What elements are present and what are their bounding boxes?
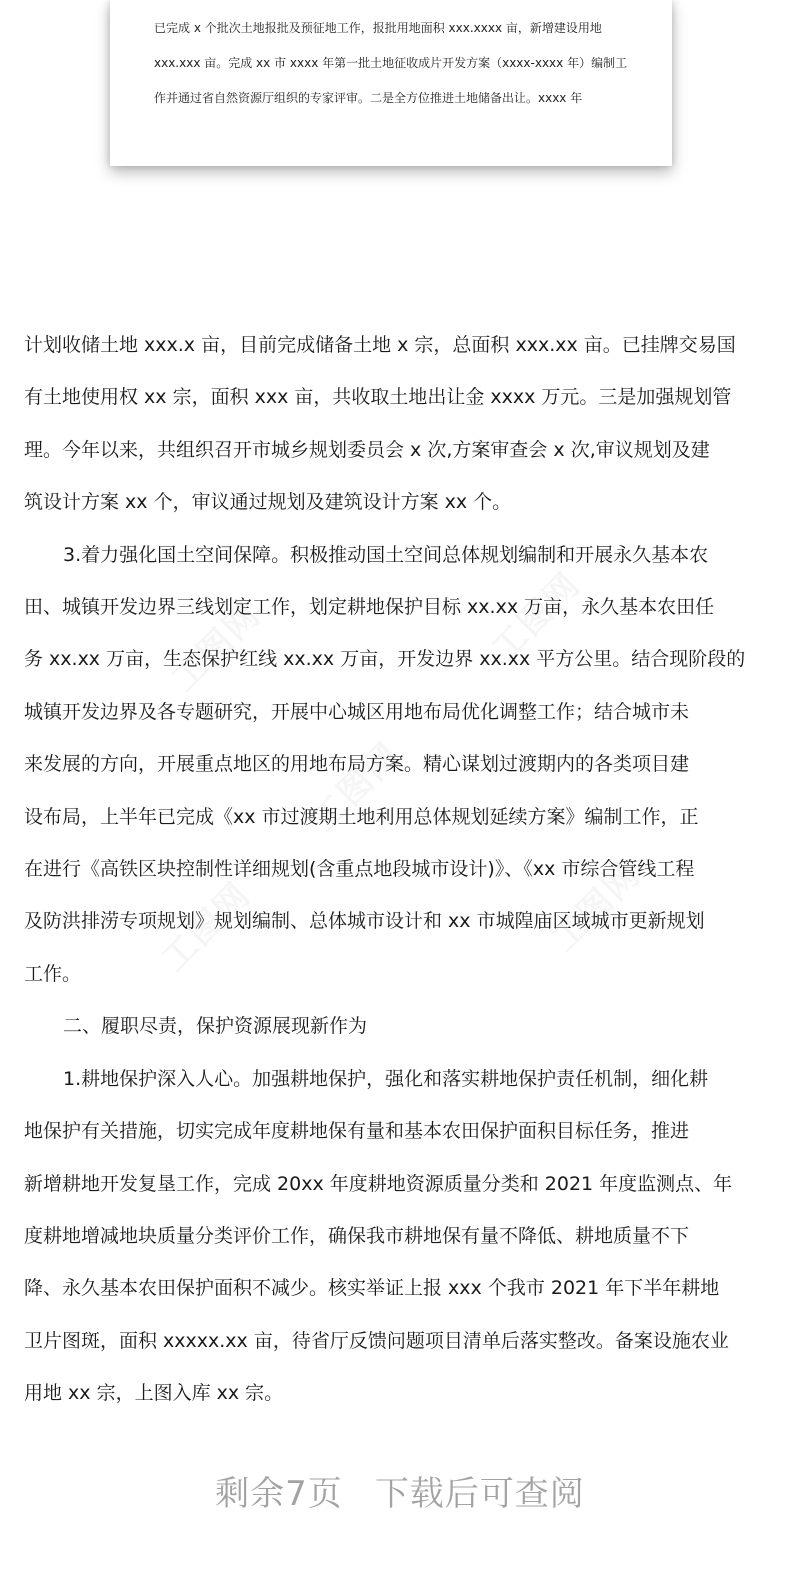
body-line: 1.耕地保护深入人心。加强耕地保护，强化和落实耕地保护责任机制，细化耕: [63, 1067, 709, 1090]
body-line: 筑设计方案 xx 个，审议通过规划及建筑设计方案 xx 个。: [24, 491, 512, 514]
section-heading: 二、履职尽责，保护资源展现新作为: [63, 1015, 368, 1038]
remaining-pages-label: 剩余7页: [215, 1474, 343, 1514]
body-line: 地保护有关措施，切实完成年度耕地保有量和基本农田保护面积目标任务，推进: [24, 1120, 690, 1143]
download-hint-label: 下载后可查阅: [374, 1474, 585, 1514]
body-line: 田、城镇开发边界三线划定工作，划定耕地保护目标 xx.xx 万亩，永久基本农田任: [24, 596, 715, 619]
preview-line: xxx.xxx 亩。完成 xx 市 xxxx 年第一批土地征收成片开发方案（xxxx-xxxx 年）编制工: [154, 56, 628, 70]
preview-line: 已完成 x 个批次土地报批及预征地工作，报批用地面积 xxx.xxxx 亩，新增建设用地: [154, 21, 602, 35]
body-line: 务 xx.xx 万亩，生态保护红线 xx.xx 万亩，开发边界 xx.xx 平方公里。结合现阶段的: [24, 648, 746, 671]
preview-line: 作并通过省自然资源厅组织的专家评审。二是全方位推进土地储备出让。xxxx 年: [154, 91, 583, 105]
body-line: 设布局，上半年已完成《xx 市过渡期土地利用总体规划延续方案》编制工作，正: [24, 805, 699, 828]
body-line: 新增耕地开发复垦工作，完成 20xx 年度耕地资源质量分类和 2021 年度监测点、年: [24, 1172, 733, 1195]
body-line: 城镇开发边界及各专题研究，开展中心城区用地布局优化调整工作；结合城市未: [24, 700, 690, 723]
body-line: 用地 xx 宗，上图入库 xx 宗。: [24, 1382, 284, 1405]
body-line: 计划收储土地 xxx.x 亩，目前完成储备土地 x 宗，总面积 xxx.xx 亩。已挂牌交易国: [24, 334, 736, 356]
watermark: 工图网: [484, 564, 589, 670]
preview-text-block: [154, 11, 634, 116]
watermark: 工图网: [154, 874, 259, 980]
body-line: 及防洪排涝专项规划》规划编制、总体城市设计和 xx 市城隍庙区域城市更新规划: [24, 910, 705, 933]
body-line: 有土地使用权 xx 宗，面积 xxx 亩，共收取土地出让金 xxxx 万元。三是加强规划管: [24, 386, 732, 409]
preview-page-card: [110, 0, 672, 166]
remaining-pages-notice[interactable]: [0, 1466, 800, 1515]
document-body: [24, 319, 769, 1420]
body-line: 工作。: [24, 962, 82, 985]
body-line: 度耕地增减地块质量分类评价工作，确保我市耕地保有量不降低、耕地质量不下: [24, 1224, 690, 1247]
body-line: 理。今年以来，共组织召开市城乡规划委员会 x 次,方案审查会 x 次,审议规划及建: [24, 438, 710, 461]
body-line: 3.着力强化国土空间保障。积极推动国土空间总体规划编制和开展永久基本农: [63, 543, 709, 566]
body-line: 卫片图斑，面积 xxxxx.xx 亩，待省厅反馈问题项目清单后落实整改。备案设施农业: [24, 1329, 729, 1352]
watermark: 工图网: [164, 594, 269, 700]
body-line: 降、永久基本农田保护面积不减少。核实举证上报 xxx 个我市 2021 年下半年耕地: [24, 1277, 720, 1300]
watermark: 工图网: [544, 854, 649, 960]
watermark: 工图网: [304, 734, 409, 840]
body-line: 在进行《高铁区块控制性详细规划(含重点地段城市设计)》、《xx 市综合管线工程: [24, 858, 695, 881]
body-line: 来发展的方向，开展重点地区的用地布局方案。精心谋划过渡期内的各类项目建: [24, 753, 690, 776]
